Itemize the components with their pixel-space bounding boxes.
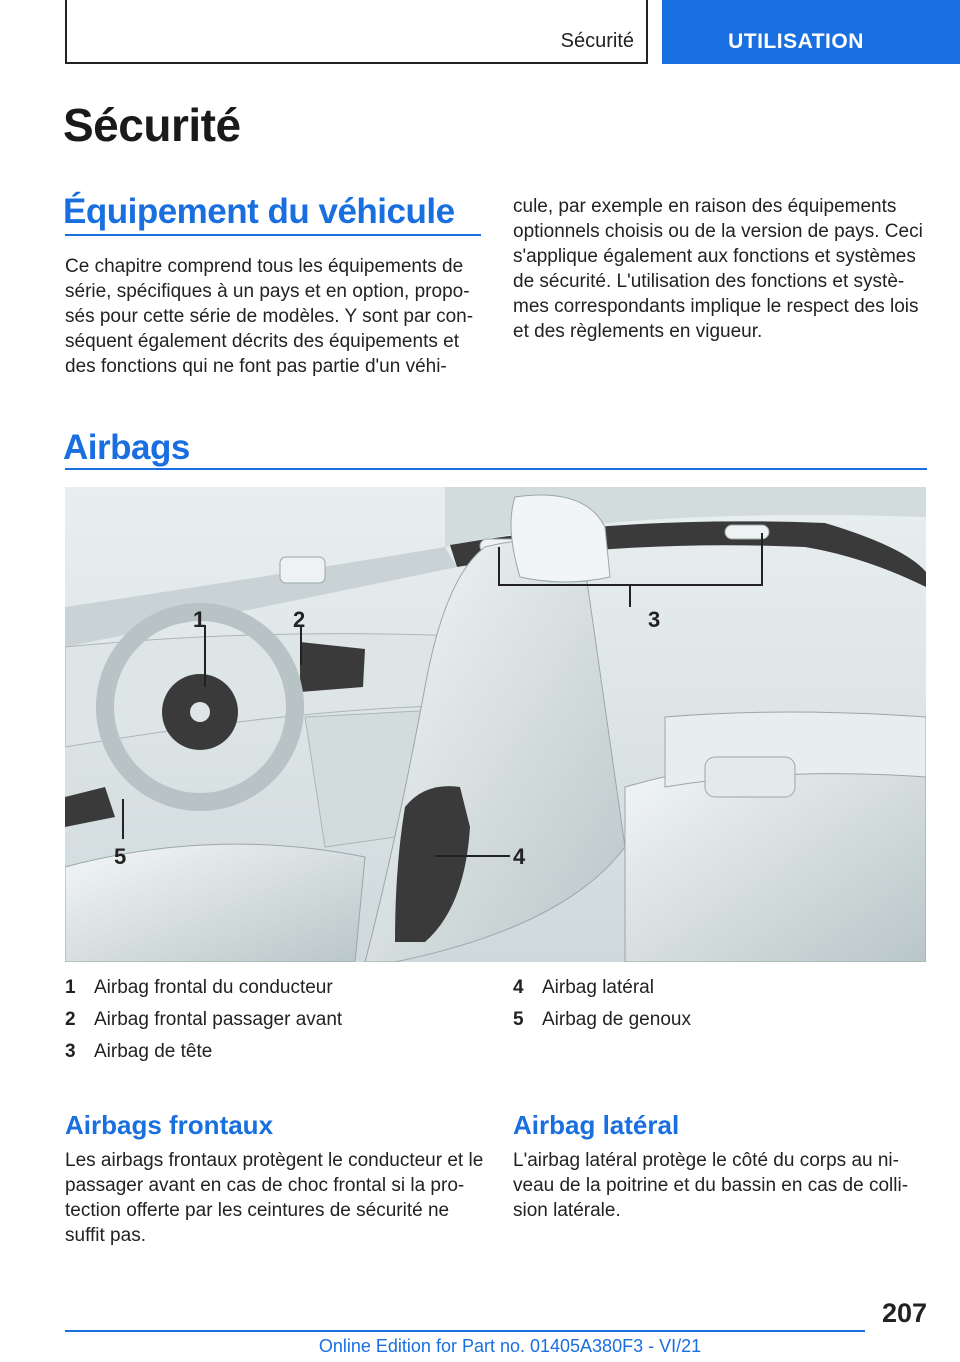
header-section-title: Sécurité (560, 30, 634, 52)
frontal-airbags-text: Les airbags frontaux protègent le conducteur et le passager avant en cas de choc frontal si la protection offerte par les ceintures de sécurité ne suffit pas. (65, 1150, 484, 1246)
lateral-airbag-heading: Airbag latéral (513, 1110, 680, 1140)
legend-item (65, 972, 485, 1004)
figure-label-1: 1 (193, 607, 206, 632)
airbag-figure (65, 487, 926, 962)
page-title: Sécurité (63, 99, 241, 151)
equipment-heading: Équipement du véhicule (63, 192, 455, 231)
equipment-text-right: cule, par exemple en raison des équipements optionnels choisis ou de la version de pays. Ceci s'applique également aux fonctions et systèmes de sécurité. L'utilisation des fonctions et systèmes correspondants implique le respect des lois et des règlements en vigueur. (513, 196, 923, 342)
lateral-airbag-text: L'airbag latéral protège le côté du corps au niveau de la poitrine et du bassin en cas de collision latérale. (513, 1150, 909, 1221)
figure-label-2: 2 (293, 607, 306, 632)
figure-legend-left (65, 972, 485, 1068)
footer-rule (65, 1330, 865, 1332)
legend-label: Airbag frontal passager avant (94, 1009, 343, 1030)
equipment-text-left: Ce chapitre comprend tous les équipements de série, spécifiques à un pays et en option, proposés pour cette série de modèles. Y sont par conséquent également décrits des équipements et des fonctions qui ne font pas partie d'un véhi- (65, 256, 474, 377)
legend-label: Airbag latéral (542, 977, 654, 998)
legend-number: 4 (513, 977, 524, 998)
legend-label: Airbag de tête (94, 1041, 213, 1062)
figure-label-3: 3 (648, 607, 661, 632)
passenger-airbag-shape (300, 642, 365, 692)
header-chapter-tab[interactable]: UTILISATION (662, 0, 960, 64)
legend-label: Airbag frontal du conducteur (94, 977, 333, 998)
figure-label-4: 4 (513, 844, 526, 869)
legend-number: 2 (65, 1009, 76, 1030)
legend-label: Airbag de genoux (542, 1009, 691, 1030)
figure-legend-right (513, 972, 933, 1036)
legend-item (65, 1036, 485, 1068)
legend-item (513, 1004, 933, 1036)
airbags-heading: Airbags (63, 428, 190, 467)
airbags-heading-rule (65, 468, 927, 470)
figure-label-5: 5 (114, 844, 127, 869)
frontal-airbags-heading: Airbags frontaux (65, 1110, 274, 1140)
page-number: 207 (881, 1298, 927, 1328)
legend-number: 5 (513, 1009, 524, 1030)
legend-number: 3 (65, 1041, 76, 1062)
equipment-heading-rule (65, 234, 481, 236)
car-interior-illustration (65, 487, 926, 962)
legend-item (513, 972, 933, 1004)
legend-number: 1 (65, 977, 76, 998)
legend-item (65, 1004, 485, 1036)
footer-edition[interactable]: Online Edition for Part no. 01405A380F3 - VI/21 (318, 1336, 702, 1356)
header-section-box (65, 0, 648, 64)
